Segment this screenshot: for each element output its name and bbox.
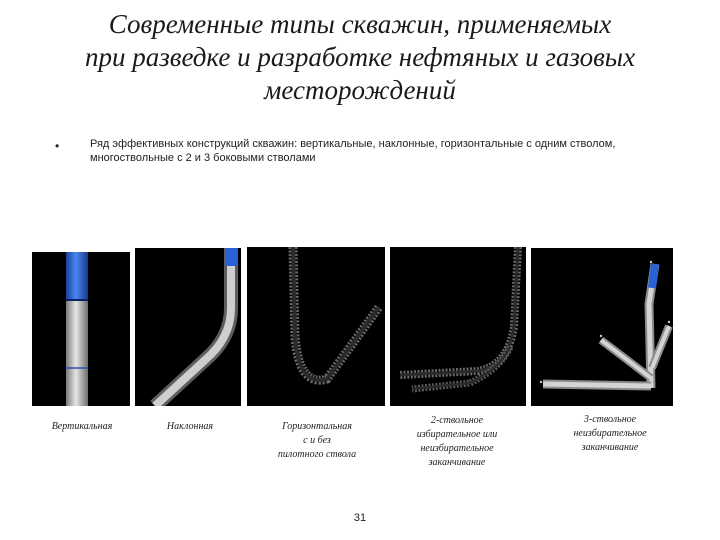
pipe-blue-section [652, 264, 655, 288]
caption-line: избирательное или [416, 429, 498, 440]
pipe-blue-section [66, 252, 88, 300]
three-lateral-well-image [531, 248, 673, 406]
caption-line: заканчивание [428, 457, 486, 468]
inclined-well-image [135, 248, 241, 406]
caption-line: Горизонтальная [282, 421, 352, 432]
bullet-dot-icon: • [55, 139, 60, 153]
caption-two-lateral [395, 414, 519, 470]
caption-line: с и без [303, 435, 331, 446]
slide-title [40, 8, 680, 107]
caption-line: заканчивание [581, 442, 639, 453]
caption-three-lateral [548, 413, 672, 455]
vertical-well-image [32, 252, 130, 406]
slide-title-line-2: при разведке и разработке нефтяных и газовых [84, 42, 636, 72]
bullet-text: Ряд эффективных конструкций скважин: вертикальные, наклонные, горизонтальные с одним стволом, многоствольные с 2 и 3 боковыми стволами [90, 138, 616, 164]
slide-title-line-1: Современные типы скважин, применяемых [108, 9, 612, 39]
caption-line: 2-ствольное [430, 415, 484, 426]
slide-title-line-3: месторождений [264, 75, 456, 105]
caption-line: неизбирательное [420, 443, 494, 454]
caption-line: 3-ствольное [583, 414, 637, 425]
caption-line: Наклонная [166, 421, 214, 432]
caption-line: пилотного ствола [277, 449, 357, 460]
caption-horizontal [255, 420, 379, 462]
page-number: 31 [353, 512, 367, 524]
caption-line: неизбирательное [573, 428, 647, 439]
caption-line: Вертикальная [51, 421, 113, 432]
horizontal-well-image [247, 247, 385, 406]
caption-vertical [22, 420, 142, 434]
caption-inclined [130, 420, 250, 434]
two-lateral-well-image [390, 247, 526, 406]
pipe-section [66, 300, 88, 406]
